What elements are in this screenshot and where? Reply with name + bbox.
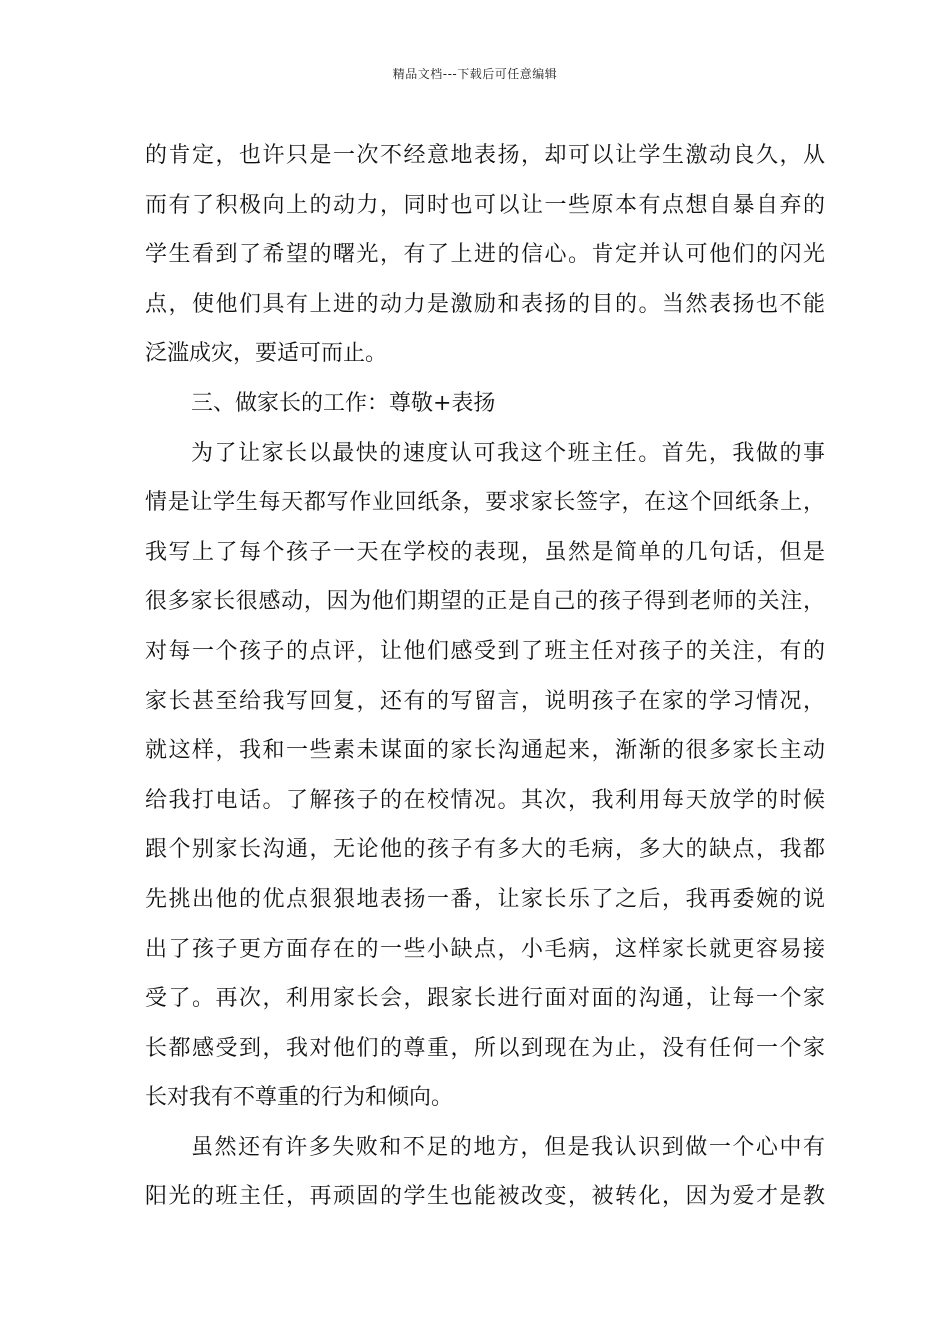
text-line: 很多家长很感动，因为他们期望的正是自己的孩子得到老师的关注， — [145, 589, 825, 615]
text-line: 长都感受到，我对他们的尊重，所以到现在为止，没有任何一个家 — [145, 1035, 825, 1061]
text-line: 阳光的班主任，再顽固的学生也能被改变，被转化，因为爱才是教 — [145, 1184, 825, 1210]
text-line: 先挑出他的优点狠狠地表扬一番，让家长乐了之后，我再委婉的说 — [145, 886, 825, 912]
text-line: 的肯定，也许只是一次不经意地表扬，却可以让学生激动良久，从 — [145, 143, 825, 168]
text-line: 点，使他们具有上进的动力是激励和表扬的目的。当然表扬也不能 — [145, 291, 825, 317]
body-text — [145, 131, 825, 1222]
text-line: 出了孩子更方面存在的一些小缺点，小毛病，这样家长就更容易接 — [145, 936, 825, 962]
text-line: 家长甚至给我写回复，还有的写留言，说明孩子在家的学习情况， — [145, 688, 825, 714]
text-line: 长对我有不尊重的行为和倾向。 — [145, 1085, 454, 1111]
page-header: 精品文档---下载后可任意编辑 — [392, 67, 558, 81]
text-line: 三、做家长的工作：尊敬+表扬 — [191, 390, 496, 416]
text-line: 虽然还有许多失败和不足的地方，但是我认识到做一个心中有 — [191, 1134, 825, 1160]
text-line: 受了。再次，利用家长会，跟家长进行面对面的沟通，让每一个家 — [145, 986, 825, 1012]
text-line: 就这样，我和一些素未谋面的家长沟通起来，渐渐的很多家长主动 — [145, 738, 825, 764]
text-line: 情是让学生每天都写作业回纸条，要求家长签字，在这个回纸条上， — [145, 490, 825, 516]
text-line: 对每一个孩子的点评，让他们感受到了班主任对孩子的关注，有的 — [145, 638, 825, 664]
text-line: 我写上了每个孩子一天在学校的表现，虽然是简单的几句话，但是 — [145, 539, 825, 565]
text-line: 而有了积极向上的动力，同时也可以让一些原本有点想自暴自弃的 — [145, 192, 825, 218]
text-line: 泛滥成灾，要适可而止。 — [145, 341, 388, 367]
text-line: 给我打电话。了解孩子的在校情况。其次，我利用每天放学的时候 — [145, 787, 825, 813]
text-line: 为了让家长以最快的速度认可我这个班主任。首先，我做的事 — [191, 440, 825, 466]
text-line: 跟个别家长沟通，无论他的孩子有多大的毛病，多大的缺点，我都 — [145, 837, 825, 863]
text-line: 学生看到了希望的曙光，有了上进的信心。肯定并认可他们的闪光 — [145, 242, 825, 268]
